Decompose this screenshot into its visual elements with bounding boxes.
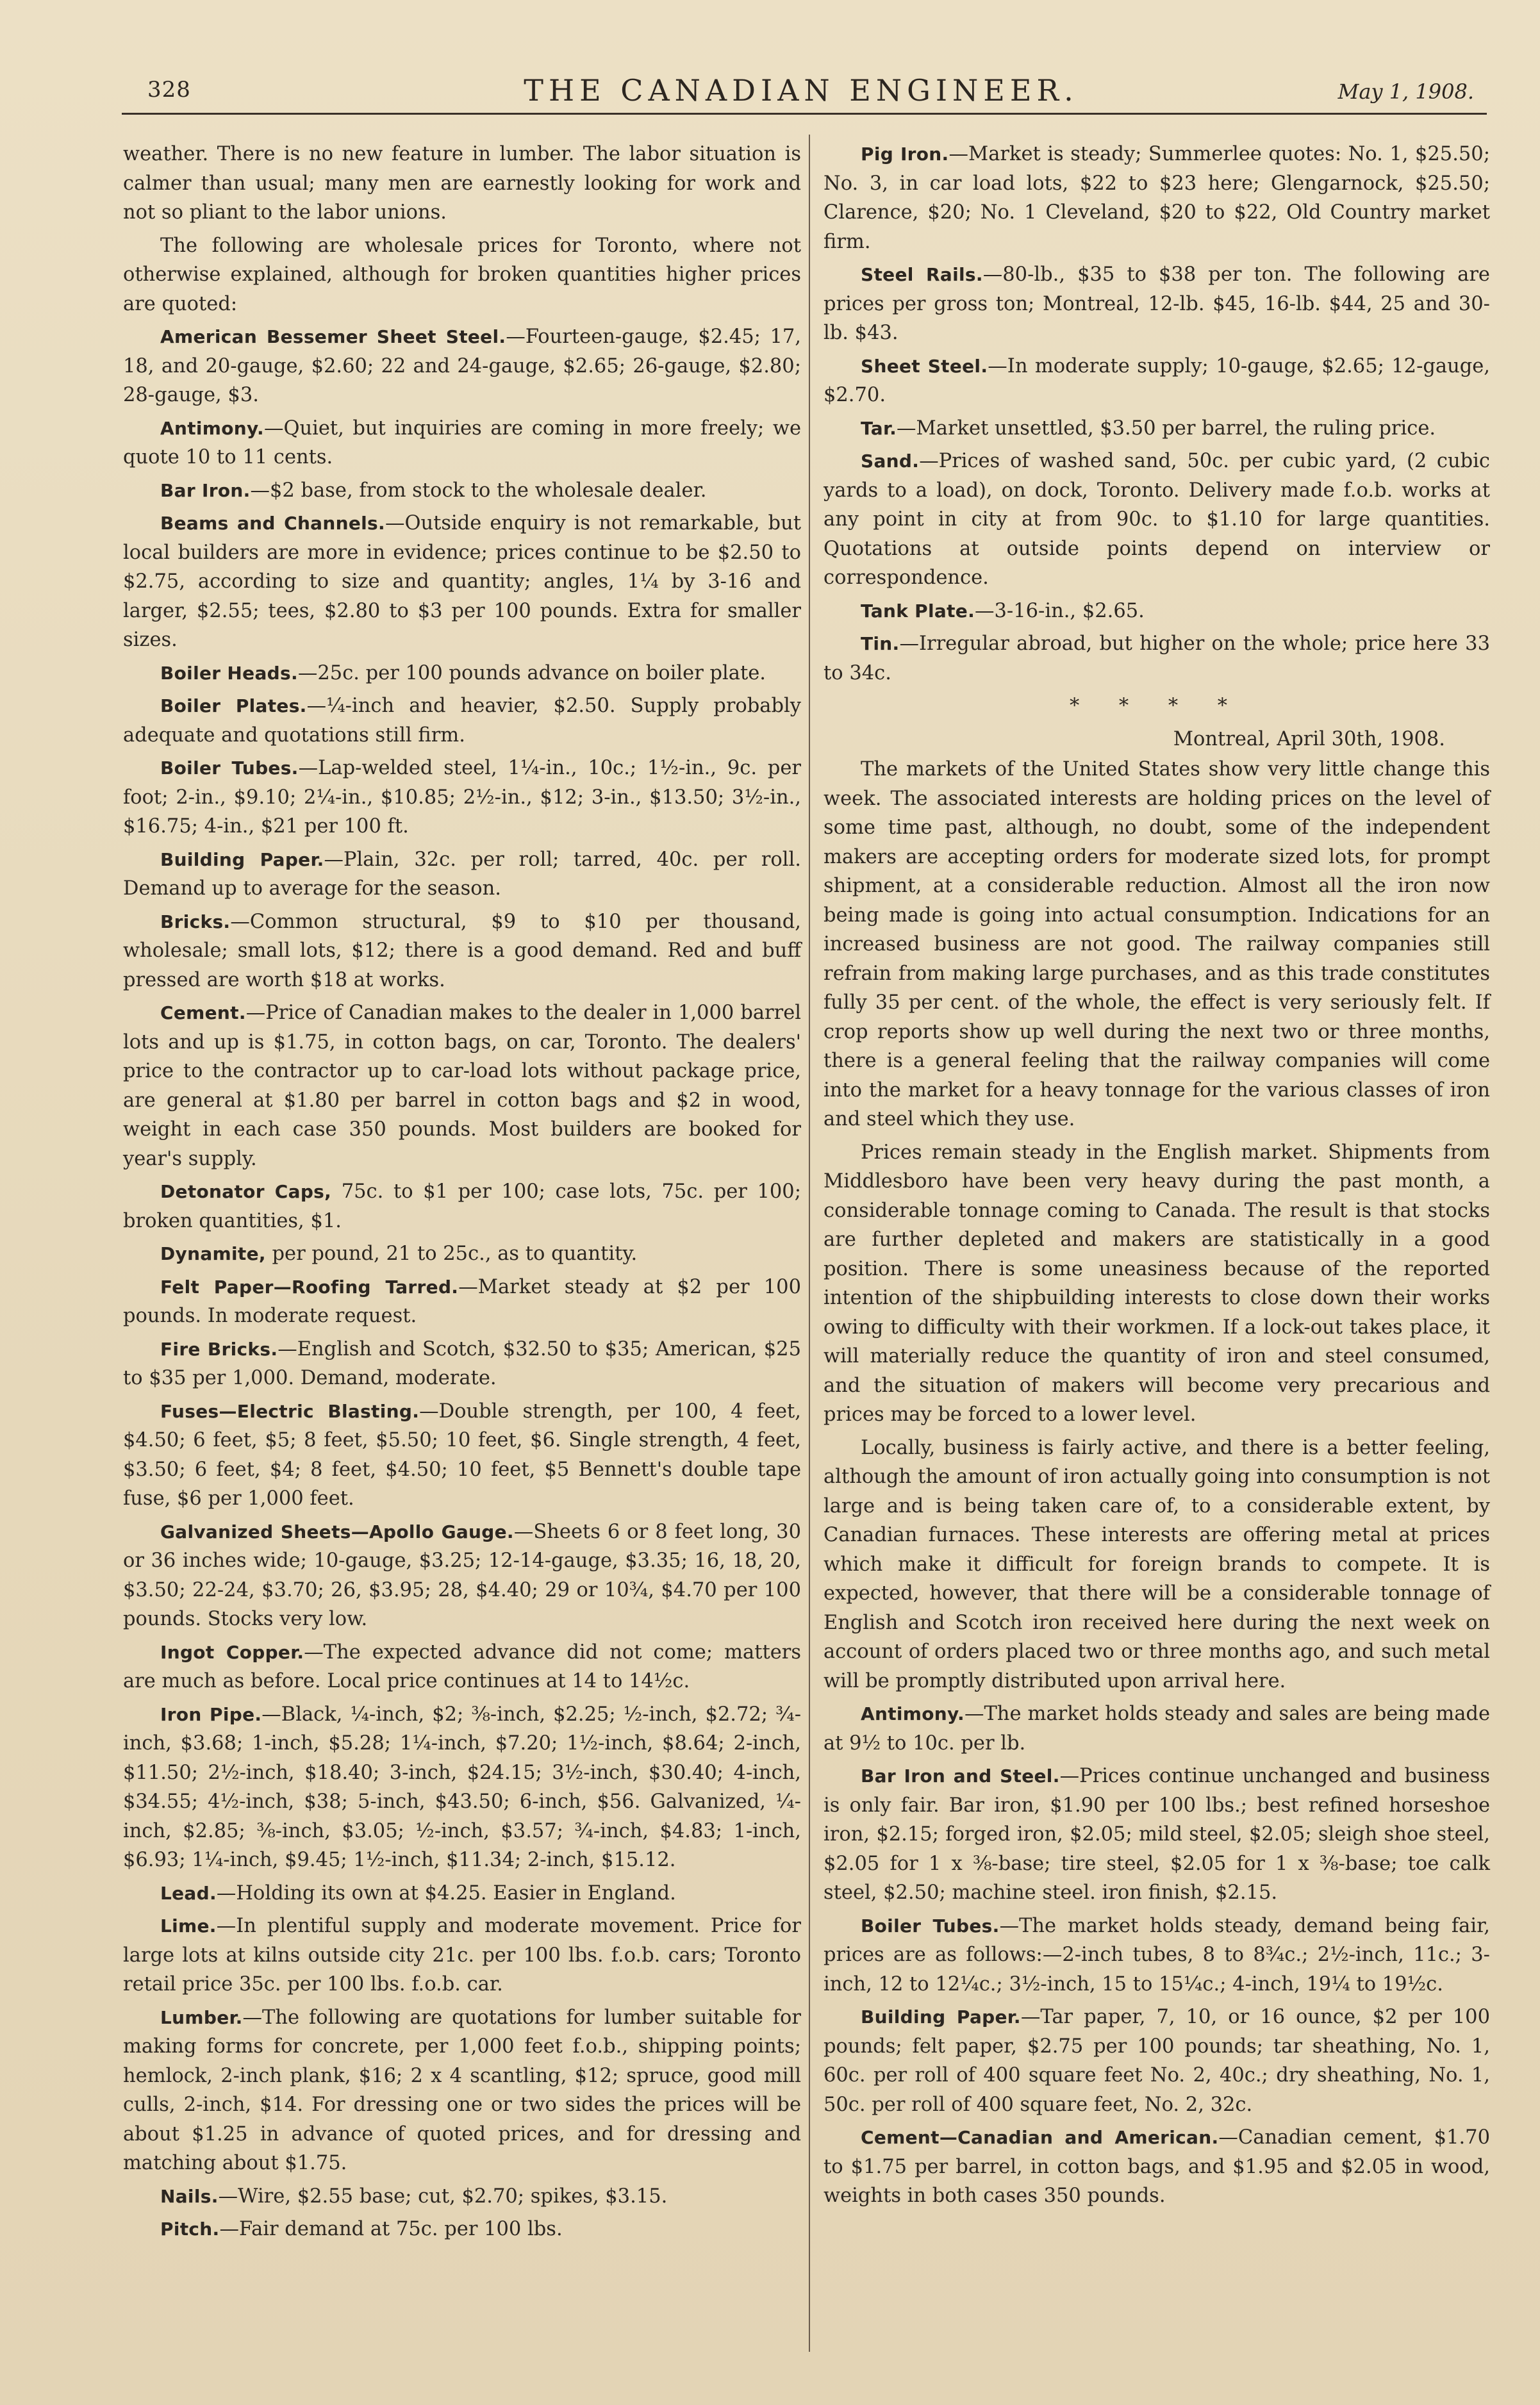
- price-item-heading: Boiler Plates.: [160, 695, 307, 716]
- price-item-heading: Bar Iron and Steel.: [861, 1765, 1060, 1787]
- price-item-text: —In plentiful supply and moderate movement. Price for large lots at kilns outside city 21c. per 100 lbs. f.o.b. cars; Toronto retail price 35c. per 100 lbs. f.o.b. car.: [123, 1915, 801, 1996]
- price-item: [123, 1335, 801, 1393]
- montreal-dateline: Montreal, April 30th, 1908.: [1173, 727, 1445, 750]
- price-item: [123, 1273, 801, 1331]
- price-item-text: —Double strength, per 100, 4 feet, $4.50; 6 feet, $5; 8 feet, $5.50; 10 feet, $6. Single strength, 4 feet, $3.50; 6 feet, $4; 8 feet, $4.50; 10 feet, $5 Bennett's double tape fuse, $6 per 1,000 feet.: [123, 1400, 802, 1510]
- price-item-heading: Beams and Channels.: [160, 513, 385, 534]
- report-paragraph: The markets of the United States show very little change this week. The associated interests are holding prices on the level of some time past, although, no doubt, some of the independent makers are accepting orders for moderate sized lots, for prompt shipment, at a considerable reduction. Almost all the iron now being made is going into actual consumption. Indications for an increased business are not good. The railway companies still refrain from making large purchases, and as this trade constitutes fully 35 per cent. of the whole, the effect is very seriously felt. If crop reports show up well during the next two or three months, there is a general feeling that the railway companies will come into the market for a heavy tonnage for the various classes of iron and steel which they use.: [824, 758, 1490, 1130]
- price-item-text: —Holding its own at $4.25. Easier in England.: [216, 1881, 676, 1905]
- page-header: [122, 72, 1480, 112]
- column-divider: [809, 135, 810, 2352]
- intro-paragraph-1: weather. There is no new feature in lumber. The labor situation is calmer than usual; many men are earnestly looking for work and not so pliant to the labor unions.: [123, 143, 801, 224]
- price-item: [824, 140, 1490, 256]
- price-item: [123, 1879, 801, 1908]
- price-item-heading: Ingot Copper.: [160, 1641, 304, 1663]
- price-item-text: —Prices of washed sand, 50c. per cubic yard, (2 cubic yards to a load), on dock, Toronto. Delivery made f.o.b. works at any point in city at from 90c. to $1.10 for large quantities. Quotations at outside points depend on interview or correspondence.: [824, 450, 1490, 589]
- price-item: [123, 907, 801, 995]
- price-item-text: —Sheets 6 or 8 feet long, 30 or 36 inches wide; 10-gauge, $3.25; 12-14-gauge, $3.35; 16, 18, 20, $3.50; 22-24, $3.70; 26, $3.95; 28, $4.40; 29 or 10¾, $4.70 per 100 pounds. Stocks very low.: [123, 1520, 801, 1630]
- price-item-heading: Antimony.: [861, 1703, 965, 1724]
- montreal-market-report: [824, 755, 1490, 1696]
- section-separator: * * * *: [1069, 695, 1245, 717]
- price-item-heading: Sheet Steel.: [861, 355, 988, 377]
- price-item-text: —Market steady at $2 per 100 pounds. In moderate request.: [123, 1275, 801, 1327]
- price-item-heading: Boiler Heads.: [160, 662, 298, 684]
- price-item: [824, 447, 1490, 593]
- header-rule: [122, 113, 1487, 115]
- price-item-heading: Iron Pipe.: [160, 1703, 262, 1725]
- price-item: [123, 1517, 801, 1634]
- price-item: [824, 1699, 1490, 1758]
- price-item-text: —The market holds steady, demand being fair, prices are as follows:—2-inch tubes, 8 to 8¾c.; 2½-inch, 11c.; 3-inch, 12 to 12¼c.; 3½-inch, 15 to 15¼c.; 4-inch, 19¼ to 19½c.: [824, 1914, 1490, 1996]
- price-item-heading: Tank Plate.: [861, 600, 975, 622]
- price-item-text: —Common structural, $9 to $10 per thousand, wholesale; small lots, $12; there is a good demand. Red and buff pressed are worth $18 at works.: [123, 910, 801, 991]
- price-item-text: —Price of Canadian makes to the dealer in 1,000 barrel lots and up is $1.75, in cotton bags, on car, Toronto. The dealers' price to the contractor up to car-load lots without package price, are general at $1.80 per barrel in cotton bags and $2 in wood, weight in each case 350 pounds. Most builders are booked for year's supply.: [123, 1002, 801, 1170]
- price-item-text: —The expected advance did not come; matters are much as before. Local price continues at 14 to 14½c.: [123, 1641, 802, 1692]
- price-item: [123, 2215, 801, 2244]
- price-item: [824, 352, 1490, 410]
- price-item-text: —Outside enquiry is not remarkable, but local builders are more in evidence; prices continue to be $2.50 to $2.75, according to size and quantity; angles, 1¼ by 3-16 and larger, $2.55; tees, $2.80 to $3 per 100 pounds. Extra for smaller sizes.: [123, 512, 801, 651]
- price-item-heading: Pig Iron.: [861, 144, 949, 165]
- price-item-text: —English and Scotch, $32.50 to $35; American, $25 to $35 per 1,000. Demand, moderate.: [123, 1337, 801, 1389]
- price-item: [123, 1638, 801, 1696]
- price-item-text: —Market is steady; Summerlee quotes: No. 1, $25.50; No. 3, in car load lots, $22 to $23 here; Glengarnock, $25.50; Clarence, $20; No. 1 Cleveland, $20 to $22, Old Country market firm.: [824, 143, 1490, 253]
- price-item-heading: Building Paper.: [160, 848, 324, 870]
- journal-title: THE CANADIAN ENGINEER.: [524, 73, 1079, 108]
- left-column: [123, 140, 801, 2248]
- price-item: [123, 1177, 801, 1236]
- report-paragraph: Prices remain steady in the English market. Shipments from Middlesboro have been very heavy during the past month, a considerable tonnage coming to Canada. The result is that stocks are further depleted and makers are statistically in a good position. There is some uneasiness because of the reported intention of the shipbuilding interests to close down their works owing to difficulty with their workmen. If a lock-out takes place, it will materially reduce the quantity of iron and steel consumed, and the situation of makers will become very precarious and prices may be forced to a lower level.: [824, 1141, 1490, 1426]
- price-item-heading: Bar Iron.: [160, 479, 251, 501]
- price-item: [123, 1397, 801, 1514]
- price-item-heading: Lime.: [160, 1915, 217, 1937]
- price-item-text: —The market holds steady and sales are being made at 9½ to 10c. per lb.: [824, 1703, 1490, 1755]
- price-item-text: —$2 base, from stock to the wholesale dealer.: [250, 479, 707, 502]
- price-item-text: per pound, 21 to 25c., as to quantity.: [265, 1243, 638, 1265]
- price-item-heading: Cement.: [160, 1002, 246, 1023]
- price-item-heading: Fire Bricks.: [160, 1338, 278, 1360]
- price-item: [123, 1700, 801, 1875]
- price-item-text: —25c. per 100 pounds advance on boiler plate.: [297, 661, 766, 684]
- price-item: [123, 322, 801, 410]
- issue-date: May 1, 1908.: [1337, 79, 1474, 104]
- right-price-list-top: [824, 140, 1490, 688]
- price-item-heading: Nails.: [160, 2185, 219, 2207]
- price-item-heading: Fuses—Electric Blasting.: [160, 1400, 420, 1422]
- price-item: [824, 2123, 1490, 2211]
- price-item-text: —The following are quotations for lumber suitable for making forms for concrete, per 1,000 feet f.o.b., shipping points; hemlock, 2-inch plank, $16; 2 x 4 scantling, $12; spruce, good mill culls, 2-inch, $14. For dressing one or two sides the prices will be about $1.25 in advance of quoted prices, and for dressing and matching about $1.75.: [123, 2006, 801, 2174]
- price-item: [123, 754, 801, 841]
- price-item: [123, 476, 801, 506]
- price-item-heading: Tin.: [861, 633, 900, 654]
- intro-paragraph-2: The following are wholesale prices for Toronto, where not otherwise explained, although for broken quantities higher prices are quoted:: [123, 234, 801, 315]
- page-number: 328: [147, 77, 191, 103]
- price-item: [123, 1912, 801, 1999]
- price-item: [824, 629, 1490, 688]
- price-item-heading: Lead.: [160, 1882, 217, 1904]
- price-item-text: —Fair demand at 75c. per 100 lbs.: [219, 2218, 563, 2240]
- price-item: [824, 597, 1490, 626]
- price-item-text: 75c. to $1 per 100; case lots, 75c. per 100; broken quantities, $1.: [123, 1180, 801, 1232]
- price-item: [123, 414, 801, 472]
- price-item-heading: American Bessemer Sheet Steel.: [160, 326, 506, 347]
- price-item: [123, 2182, 801, 2211]
- price-item-heading: Sand.: [861, 450, 920, 472]
- price-item-text: —In moderate supply; 10-gauge, $2.65; 12-gauge, $2.70.: [824, 354, 1490, 406]
- price-item-text: —Canadian cement, $1.70 to $1.75 per barrel, in cotton bags, and $1.95 and $2.05 in wood, weights in both cases 350 pounds.: [824, 2126, 1490, 2207]
- price-item-heading: Bricks.: [160, 911, 231, 932]
- price-item-text: —Quiet, but inquiries are coming in more freely; we quote 10 to 11 cents.: [123, 417, 801, 468]
- price-item-text: —Market unsettled, $3.50 per barrel, the ruling price.: [897, 417, 1436, 440]
- price-item: [123, 691, 801, 750]
- price-item-text: —Fourteen-gauge, $2.45; 17, 18, and 20-gauge, $2.60; 22 and 24-gauge, $2.65; 26-gauge, $2.80; 28-gauge, $3.: [123, 326, 801, 406]
- price-item-text: —Irregular abroad, but higher on the whole; price here 33 to 34c.: [824, 632, 1490, 684]
- price-item: [123, 659, 801, 688]
- report-paragraph: Locally, business is fairly active, and there is a better feeling, although the amount of iron actually going into consumption is not large and is being taken care of, to a considerable extent, by Canadian furnaces. These interests are offering metal at prices which make it difficult for foreign brands to compete. It is expected, however, that there will be a considerable tonnage of English and Scotch iron received here during the next week on account of orders placed two or three months ago, and such metal will be promptly distributed upon arrival here.: [824, 1436, 1490, 1692]
- right-price-list-bottom: [824, 1699, 1490, 2211]
- price-item-heading: Lumber.: [160, 2006, 243, 2028]
- price-item: [123, 2003, 801, 2178]
- price-item: [123, 998, 801, 1173]
- price-item-heading: Felt Paper—Roofing Tarred.: [160, 1276, 459, 1298]
- price-item-heading: Antimony.: [160, 417, 264, 439]
- price-item-text: —Tar paper, 7, 10, or 16 ounce, $2 per 100 pounds; felt paper, $2.75 per 100 pounds; tar sheathing, No. 1, 60c. per roll of 400 square feet No. 2, 40c.; dry sheathing, No. 1, 50c. per roll of 400 square feet, No. 2, 32c.: [824, 2006, 1490, 2116]
- price-item-heading: Cement—Canadian and American.: [861, 2127, 1219, 2148]
- price-item-heading: Tar.: [861, 417, 897, 439]
- price-item-text: —Plain, 32c. per roll; tarred, 40c. per roll. Demand up to average for the season.: [123, 848, 801, 900]
- price-item-heading: Galvanized Sheets—Apollo Gauge.: [160, 1521, 514, 1542]
- price-item-heading: Steel Rails.: [861, 264, 983, 285]
- price-item-text: —80-lb., $35 to $38 per ton. The following are prices per gross ton; Montreal, 12-lb. $45, 16-lb. $44, 25 and 30-lb. $43.: [824, 263, 1490, 344]
- price-item: [123, 1239, 801, 1269]
- price-item-text: —Prices continue unchanged and business is only fair. Bar iron, $1.90 per 100 lbs.; best refined horseshoe iron, $2.15; forged iron, $2.05; mild steel, $2.05; sleigh shoe steel, $2.05 for 1 x ⅜-base; tire steel, $2.05 for 1 x ⅜-base; toe calk steel, $2.50; machine steel. iron finish, $2.15.: [824, 1765, 1490, 1904]
- price-item: [824, 1912, 1490, 1999]
- price-item: [123, 845, 801, 904]
- price-item-heading: Building Paper.: [861, 2006, 1021, 2028]
- price-item-heading: Boiler Tubes.: [861, 1915, 1000, 1937]
- price-item-text: —Black, ¼-inch, $2; ⅜-inch, $2.25; ½-inch, $2.72; ¾-inch, $3.68; 1-inch, $5.28; 1¼-inch, $7.20; 1½-inch, $8.64; 2-inch, $11.50; 2½-inch, $18.40; 3-inch, $24.15; 3½-inch, $30.40; 4-inch, $34.55; 4½-inch, $38; 5-inch, $43.50; 6-inch, $56. Galvanized, ¼-inch, $2.85; ⅜-inch, $3.05; ½-inch, $3.57; ¾-inch, $4.83; 1-inch, $6.93; 1¼-inch, $9.45; 1½-inch, $11.34; 2-inch, $15.12.: [123, 1703, 801, 1871]
- left-price-list: [123, 322, 801, 2244]
- price-item-text: —¼-inch and heavier, $2.50. Supply probably adequate and quotations still firm.: [123, 695, 801, 747]
- price-item-text: —Lap-welded steel, 1¼-in., 10c.; 1½-in., 9c. per foot; 2-in., $9.10; 2¼-in., $10.85; 2½-in., $12; 3-in., $13.50; 3½-in., $16.75; 4-in., $21 per 100 ft.: [123, 757, 801, 838]
- price-item-heading: Detonator Caps,: [160, 1181, 332, 1202]
- price-item-text: —3-16-in., $2.65.: [975, 599, 1145, 622]
- price-item: [824, 2003, 1490, 2119]
- price-item-heading: Dynamite,: [160, 1243, 266, 1264]
- price-item: [824, 260, 1490, 348]
- price-item: [824, 414, 1490, 443]
- price-item: [123, 509, 801, 655]
- price-item-heading: Boiler Tubes.: [160, 757, 299, 779]
- price-item-heading: Pitch.: [160, 2219, 220, 2240]
- price-item-text: —Wire, $2.55 base; cut, $2.70; spikes, $3.15.: [218, 2185, 668, 2208]
- right-column: [824, 140, 1490, 2215]
- price-item: [824, 1762, 1490, 1908]
